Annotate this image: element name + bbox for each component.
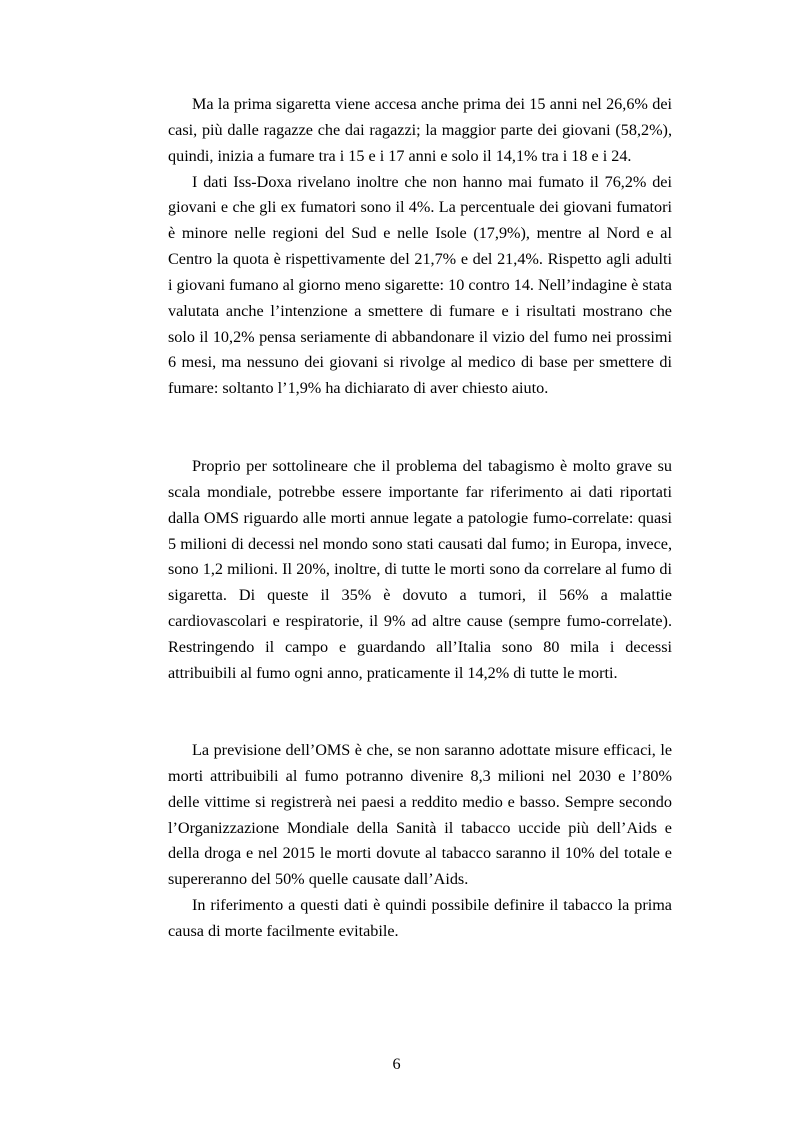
paragraph-first-cigarette: Ma la prima sigaretta viene accesa anche prima dei 15 anni nel 26,6% dei casi, più dalle ragazze che dai ragazzi; la maggior parte dei giovani (58,2%), quindi, inizia a fumare tra i 15 e i 17 anni e solo il 14,1% tra i 18 e i 24. bbox=[168, 95, 672, 165]
text-section-oms-data bbox=[168, 454, 672, 687]
paragraph-iss-doxa-data: I dati Iss-Doxa rivelano inoltre che non hanno mai fumato il 76,2% dei giovani e che gli ex fumatori sono il 4%. La percentuale dei giovani fumatori è minore nelle regioni del Sud e nelle Isole (17,9%), mentre al Nord e al Centro la quota è rispettivamente del 21,7% e del 21,4%. Rispetto agli adulti i giovani fumano al giorno meno sigarette: 10 contro 14. Nell’indagine è stata valutata anche l’intenzione a smettere di fumare e i risultati mostrano che solo il 10,2% pensa seriamente di abbandonare il vizio del fumo nei prossimi 6 mesi, ma nessuno dei giovani si rivolge al medico di base per smettere di fumare: soltanto l’1,9% ha dichiarato di aver chiesto aiuto. bbox=[168, 172, 672, 398]
page-number: 6 bbox=[392, 1055, 401, 1073]
text-section-youth-smoking bbox=[168, 92, 672, 402]
text-section-oms-forecast bbox=[168, 738, 672, 945]
paragraph-oms-forecast: La previsione dell’OMS è che, se non saranno adottate misure efficaci, le morti attribuibili al fumo potranno divenire 8,3 milioni nel 2030 e l’80% delle vittime si registrerà nei paesi a reddito medio e basso. Sempre secondo l’Organizzazione Mondiale della Sanità il tabacco uccide più dell’Aids e della droga e nel 2015 le morti dovute al tabacco saranno il 10% del totale e supereranno del 50% quelle causate dall’Aids. bbox=[168, 741, 672, 889]
paragraph-oms-mortality: Proprio per sottolineare che il problema del tabagismo è molto grave su scala mondiale, potrebbe essere importante far riferimento ai dati riportati dalla OMS riguardo alle morti annue legate a patologie fumo-correlate: quasi 5 milioni di decessi nel mondo sono stati causati dal fumo; in Europa, invece, sono 1,2 milioni. Il 20%, inoltre, di tutte le morti sono da correlare al fumo di sigaretta. Di queste il 35% è dovuto a tumori, il 56% a malattie cardiovascolari e respiratorie, il 9% ad altre cause (sempre fumo-correlate). Restringendo il campo e guardando all’Italia sono 80 mila i decessi attribuibili al fumo ogni anno, praticamente il 14,2% di tutte le morti. bbox=[168, 457, 672, 682]
paragraph-conclusion: In riferimento a questi dati è quindi possibile definire il tabacco la prima causa di morte facilmente evitabile. bbox=[168, 896, 672, 940]
